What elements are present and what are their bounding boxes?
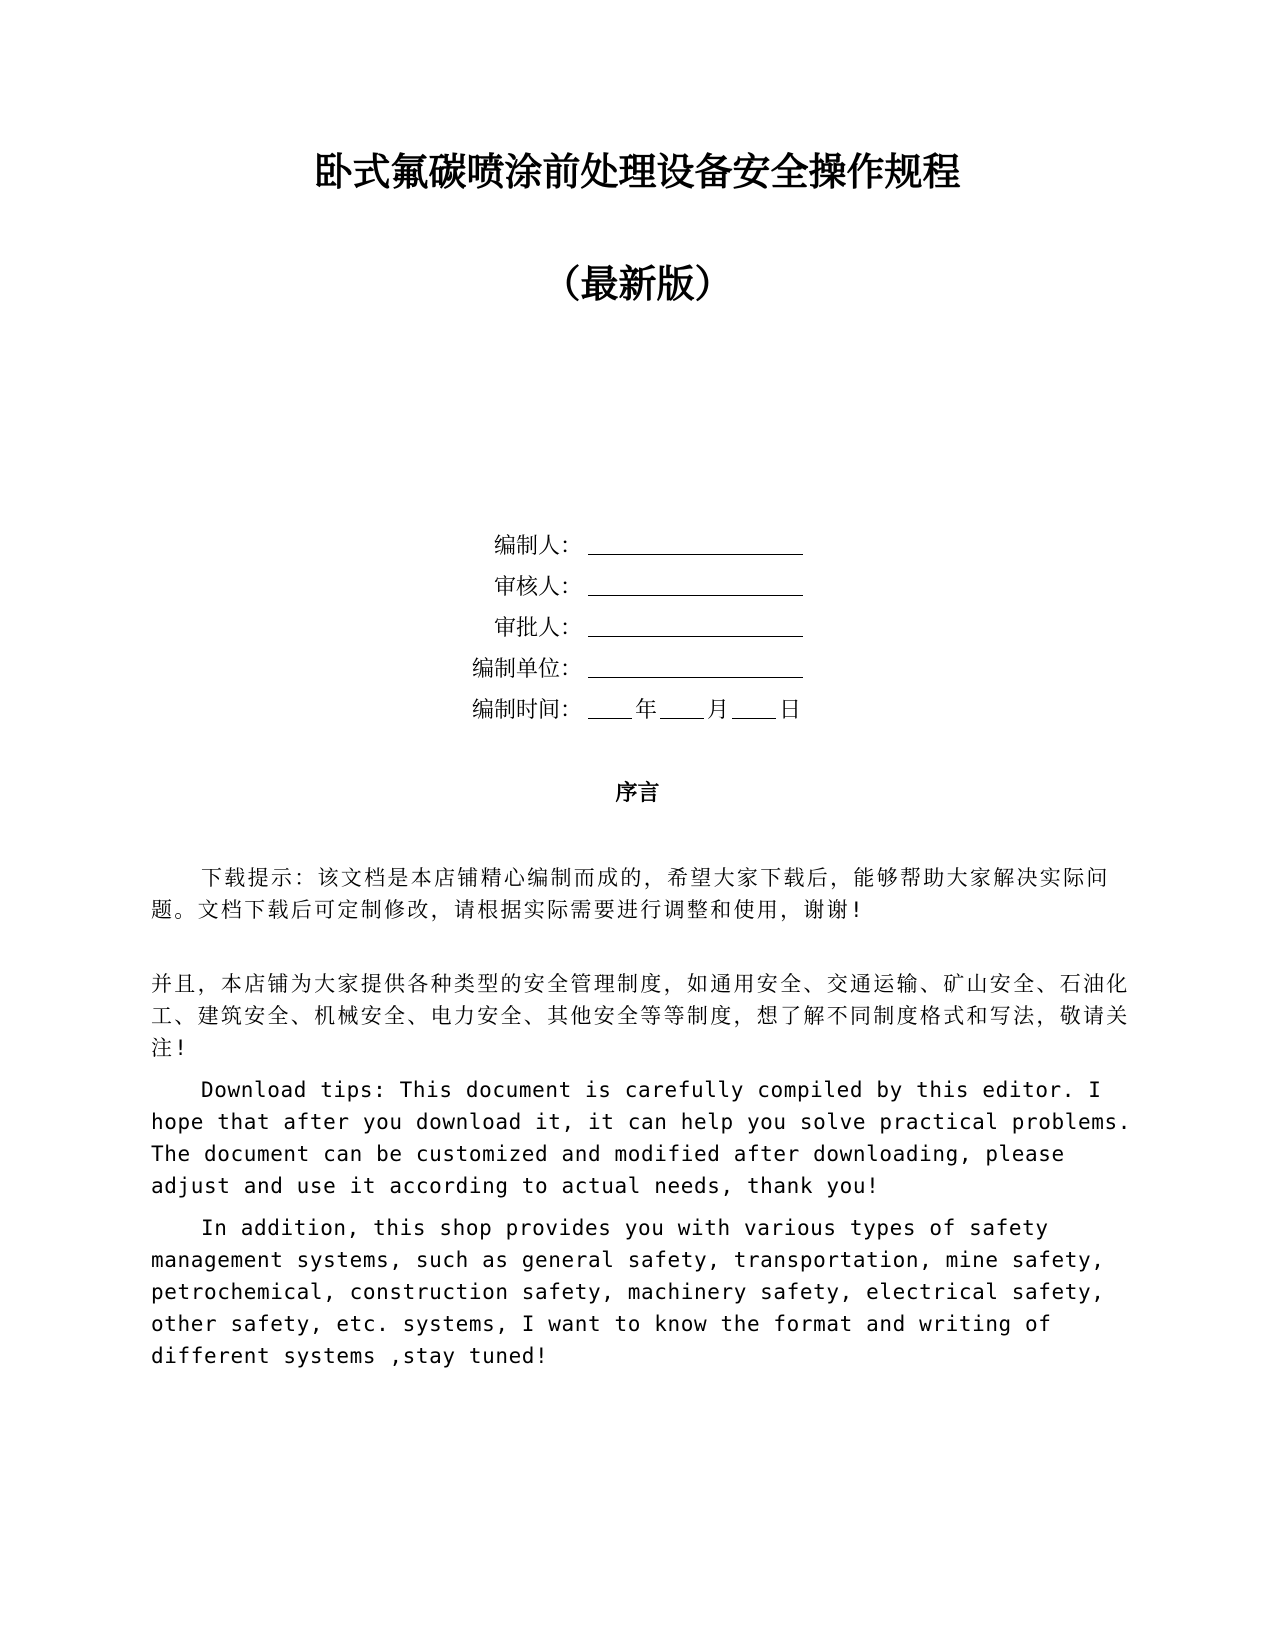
day-blank-line — [732, 696, 776, 719]
sign-row-date — [462, 690, 822, 731]
document-subtitle: （最新版） — [542, 261, 733, 306]
sign-row-approver — [462, 608, 822, 649]
day-unit: 日 — [778, 698, 801, 723]
reviewer-label: 审核人： — [493, 575, 582, 600]
preface-paragraph-en-1: Download tips: This document is carefully compiled by this editor. I hope that after you download it, it can help you solve practical problems. The document can be customized and modified after downloading, please adjust and use it according to actual needs, thank you! — [151, 1078, 1131, 1198]
compiler-blank-line — [588, 532, 803, 555]
compiler-label: 编制人： — [493, 534, 582, 559]
preface-paragraph-cn-1: 下载提示：该文档是本店铺精心编制而成的，希望大家下载后，能够帮助大家解决实际问题。文档下载后可定制修改，请根据实际需要进行调整和使用，谢谢! — [151, 866, 1110, 922]
sign-row-reviewer — [462, 567, 822, 608]
unit-blank-line — [588, 655, 803, 678]
document-title: 卧式氟碳喷涂前处理设备安全操作规程 — [314, 149, 961, 194]
signature-block — [462, 526, 822, 731]
preface-heading: 序言 — [615, 780, 660, 806]
sign-row-compiler — [462, 526, 822, 567]
month-blank-line — [660, 696, 704, 719]
reviewer-blank-line — [588, 573, 803, 596]
year-unit: 年 — [634, 698, 657, 723]
preface-paragraph-en-2: In addition, this shop provides you with various types of safety management systems, such as general safety, transportation, mine safety, petrochemical, construction safety, machinery safety, electrical safety, other safety, etc. systems, I want to know the format and writing of different systems ,stay tuned! — [151, 1216, 1105, 1368]
unit-label: 编制单位： — [471, 657, 582, 682]
month-unit: 月 — [706, 698, 729, 723]
year-blank-line — [588, 696, 632, 719]
approver-blank-line — [588, 614, 803, 637]
approver-label: 审批人： — [493, 616, 582, 641]
sign-row-unit — [462, 649, 822, 690]
preface-paragraph-cn-2: 并且，本店铺为大家提供各种类型的安全管理制度，如通用安全、交通运输、矿山安全、石油化工、建筑安全、机械安全、电力安全、其他安全等等制度，想了解不同制度格式和写法，敬请关注! — [151, 972, 1130, 1060]
date-label: 编制时间： — [471, 698, 582, 723]
